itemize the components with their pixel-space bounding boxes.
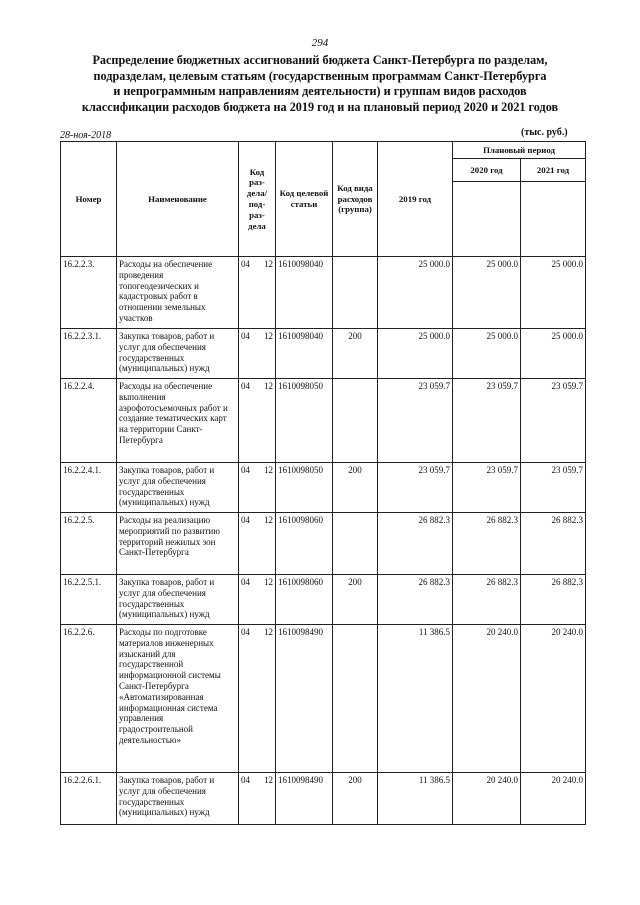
row-amount-2019: 26 882.3 [378, 575, 453, 625]
header-row [61, 142, 586, 159]
row-number: 16.2.2.4.1. [61, 463, 117, 513]
row-amount-2020: 20 240.0 [453, 625, 521, 773]
podrazdel-code: 12 [264, 381, 273, 391]
row-amount-2021: 26 882.3 [521, 513, 586, 575]
table-row [61, 257, 586, 329]
row-name: Расходы на обеспечение проведения топогеодезических и кадастровых работ в отношении земельных участков [117, 257, 239, 329]
row-name: Закупка товаров, работ и услуг для обеспечения государственных (муниципальных) нужд [117, 463, 239, 513]
row-target-code: 1610098490 [276, 625, 333, 773]
row-target-code: 1610098040 [276, 329, 333, 379]
row-number: 16.2.2.5. [61, 513, 117, 575]
row-name: Расходы по подготовке материалов инженерных изысканий для государственной информационной системы Санкт-Петербурга «Автоматизированная информационная система управления градостроительной деятельностью» [117, 625, 239, 773]
row-amount-2020: 23 059.7 [453, 379, 521, 463]
row-expense-type: 200 [333, 329, 378, 379]
row-number: 16.2.2.5.1. [61, 575, 117, 625]
row-number: 16.2.2.4. [61, 379, 117, 463]
row-expense-type: 200 [333, 773, 378, 825]
razdel-code: 04 [241, 465, 250, 475]
row-amount-2021: 23 059.7 [521, 379, 586, 463]
header-number: Номер [61, 142, 117, 257]
row-expense-type: 200 [333, 463, 378, 513]
table-row [61, 625, 586, 773]
podrazdel-code: 12 [264, 515, 273, 525]
row-amount-2021: 26 882.3 [521, 575, 586, 625]
row-amount-2021: 25 000.0 [521, 329, 586, 379]
header-year-2019: 2019 год [378, 142, 453, 257]
units-label: (тыс. руб.) [521, 127, 568, 138]
razdel-code: 04 [241, 331, 250, 341]
row-amount-2019: 25 000.0 [378, 257, 453, 329]
row-section-code [239, 773, 276, 825]
row-section-code [239, 379, 276, 463]
page-number: 294 [311, 37, 329, 49]
row-name: Расходы на реализацию мероприятий по развитию территорий нежилых зон Санкт-Петербурга [117, 513, 239, 575]
header-planned-period: Плановый период [453, 142, 586, 159]
row-amount-2020: 26 882.3 [453, 513, 521, 575]
row-amount-2020: 20 240.0 [453, 773, 521, 825]
row-number: 16.2.2.3.1. [61, 329, 117, 379]
table-row [61, 379, 586, 463]
header-target-code: Код целевой статьи [276, 142, 333, 257]
row-section-code [239, 329, 276, 379]
row-name: Закупка товаров, работ и услуг для обеспечения государственных (муниципальных) нужд [117, 329, 239, 379]
row-amount-2021: 25 000.0 [521, 257, 586, 329]
table-row [61, 329, 586, 379]
row-amount-2020: 26 882.3 [453, 575, 521, 625]
title-line: Распределение бюджетных ассигнований бюджета Санкт-Петербурга по разделам, [92, 53, 548, 67]
razdel-code: 04 [241, 259, 250, 269]
razdel-code: 04 [241, 515, 250, 525]
podrazdel-code: 12 [264, 331, 273, 341]
budget-table [60, 141, 586, 825]
row-amount-2020: 23 059.7 [453, 463, 521, 513]
row-section-code [239, 513, 276, 575]
row-amount-2020: 25 000.0 [453, 257, 521, 329]
row-target-code: 1610098050 [276, 463, 333, 513]
header-expense-type: Код вида расходов (группа) [333, 142, 378, 257]
row-amount-2020: 25 000.0 [453, 329, 521, 379]
title-line: классификации расходов бюджета на 2019 год и на плановый период 2020 и 2021 годов [81, 99, 559, 114]
row-number: 16.2.2.3. [61, 257, 117, 329]
row-section-code [239, 463, 276, 513]
row-section-code [239, 257, 276, 329]
row-amount-2019: 11 386.5 [378, 625, 453, 773]
row-target-code: 1610098490 [276, 773, 333, 825]
document-date: 28-ноя-2018 [60, 130, 112, 141]
row-amount-2019: 23 059.7 [378, 379, 453, 463]
table-row [61, 463, 586, 513]
row-section-code [239, 575, 276, 625]
row-section-code [239, 625, 276, 773]
header-spacer [521, 182, 586, 257]
row-number: 16.2.2.6.1. [61, 773, 117, 825]
row-name: Закупка товаров, работ и услуг для обеспечения государственных (муниципальных) нужд [117, 773, 239, 825]
razdel-code: 04 [241, 627, 250, 637]
document-title [60, 53, 580, 115]
header-name: Наименование [117, 142, 239, 257]
podrazdel-code: 12 [264, 465, 273, 475]
row-amount-2019: 23 059.7 [378, 463, 453, 513]
razdel-code: 04 [241, 381, 250, 391]
header-spacer [453, 182, 521, 257]
row-number: 16.2.2.6. [61, 625, 117, 773]
row-expense-type [333, 257, 378, 329]
row-amount-2021: 20 240.0 [521, 773, 586, 825]
header-year-2021: 2021 год [521, 159, 586, 182]
row-target-code: 1610098040 [276, 257, 333, 329]
title-line: и непрограммным направлениям деятельности) и группам видов расходов [113, 84, 527, 98]
razdel-code: 04 [241, 775, 250, 785]
razdel-code: 04 [241, 577, 250, 587]
row-name: Расходы на обеспечение выполнения аэрофотосъемочных работ и создание тематических карт на территории Санкт-Петербурга [117, 379, 239, 463]
row-amount-2021: 20 240.0 [521, 625, 586, 773]
podrazdel-code: 12 [264, 627, 273, 637]
row-expense-type [333, 513, 378, 575]
row-target-code: 1610098050 [276, 379, 333, 463]
header-section-code: Код раз-дела/ под-раз-дела [239, 142, 276, 257]
table-row [61, 513, 586, 575]
row-expense-type [333, 379, 378, 463]
row-target-code: 1610098060 [276, 575, 333, 625]
table-row [61, 773, 586, 825]
row-amount-2019: 11 386.5 [378, 773, 453, 825]
row-expense-type: 200 [333, 575, 378, 625]
row-name: Закупка товаров, работ и услуг для обеспечения государственных (муниципальных) нужд [117, 575, 239, 625]
table-row [61, 575, 586, 625]
title-line: подразделам, целевым статьям (государственным программам Санкт-Петербурга [93, 68, 547, 83]
row-target-code: 1610098060 [276, 513, 333, 575]
podrazdel-code: 12 [264, 259, 273, 269]
row-amount-2021: 23 059.7 [521, 463, 586, 513]
row-amount-2019: 25 000.0 [378, 329, 453, 379]
header-year-2020: 2020 год [453, 159, 521, 182]
podrazdel-code: 12 [264, 577, 273, 587]
row-expense-type [333, 625, 378, 773]
podrazdel-code: 12 [264, 775, 273, 785]
row-amount-2019: 26 882.3 [378, 513, 453, 575]
